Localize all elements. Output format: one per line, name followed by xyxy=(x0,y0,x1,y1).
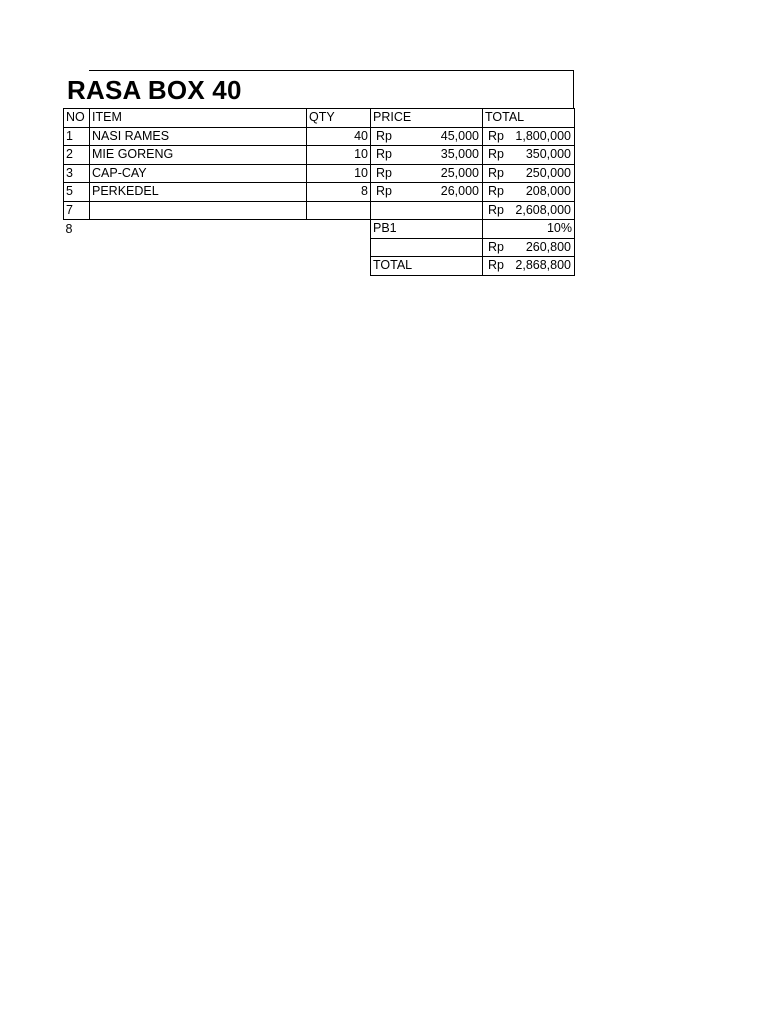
subtotal-currency: Rp xyxy=(488,202,504,217)
total-currency: Rp xyxy=(488,184,504,198)
row-total xyxy=(483,164,575,183)
row-item: NASI RAMES xyxy=(90,127,307,146)
table-row xyxy=(64,127,575,146)
price-currency: Rp xyxy=(376,128,392,143)
row-qty xyxy=(307,201,371,220)
total-amount: 350,000 xyxy=(525,147,571,161)
row-no: 8 xyxy=(65,221,73,236)
header-total: TOTAL xyxy=(483,109,575,128)
total-currency: Rp xyxy=(488,128,504,143)
header-price: PRICE xyxy=(371,109,483,128)
row-qty: 8 xyxy=(307,183,371,202)
tax-rate-row xyxy=(64,220,575,239)
total-amount: 208,000 xyxy=(525,184,571,198)
row-price xyxy=(371,146,483,165)
total-currency: Rp xyxy=(488,165,504,180)
grand-total-row xyxy=(64,257,575,276)
spreadsheet xyxy=(63,70,574,276)
total-currency: Rp xyxy=(488,147,504,161)
tax-label: PB1 xyxy=(371,220,483,239)
header-no: NO xyxy=(64,109,90,128)
total-amount: 250,000 xyxy=(525,165,571,180)
grand-total-amount: 2,868,800 xyxy=(515,258,571,272)
row-qty: 40 xyxy=(307,127,371,146)
grand-total-currency: Rp xyxy=(488,258,504,272)
order-table xyxy=(63,108,575,276)
total-amount: 1,800,000 xyxy=(515,128,571,143)
row-no: 5 xyxy=(64,183,90,202)
table-row xyxy=(64,164,575,183)
sheet-title: RASA BOX 40 xyxy=(67,75,242,105)
row-no: 1 xyxy=(64,127,90,146)
row-no: 2 xyxy=(64,146,90,165)
subtotal-row xyxy=(64,201,575,220)
row-total xyxy=(483,183,575,202)
subtotal-amount: 2,608,000 xyxy=(515,202,571,217)
price-amount: 26,000 xyxy=(440,184,479,198)
row-price xyxy=(371,164,483,183)
grand-total-label: TOTAL xyxy=(371,257,483,276)
header-item: ITEM xyxy=(90,109,307,128)
tax-currency: Rp xyxy=(488,239,504,254)
row-item: PERKEDEL xyxy=(90,183,307,202)
tax-amount: 260,800 xyxy=(525,239,571,254)
price-amount: 35,000 xyxy=(440,147,479,161)
row-total xyxy=(483,146,575,165)
price-amount: 25,000 xyxy=(440,165,479,180)
row-item xyxy=(90,201,307,220)
price-currency: Rp xyxy=(376,184,392,198)
row-price xyxy=(371,183,483,202)
price-currency: Rp xyxy=(376,147,392,161)
tax-amount-label-empty xyxy=(371,238,483,257)
row-total xyxy=(483,127,575,146)
tax-amount-cell xyxy=(483,238,575,257)
header-qty: QTY xyxy=(307,109,371,128)
price-amount: 45,000 xyxy=(440,128,479,143)
tax-rate: 10% xyxy=(483,220,575,239)
row-price xyxy=(371,127,483,146)
table-row xyxy=(64,146,575,165)
price-currency: Rp xyxy=(376,165,392,180)
table-row xyxy=(64,183,575,202)
row-item: MIE GORENG xyxy=(90,146,307,165)
subtotal-cell xyxy=(483,201,575,220)
row-no: 3 xyxy=(64,164,90,183)
header-row xyxy=(64,109,575,128)
row-no: 7 xyxy=(64,201,90,220)
grand-total-cell xyxy=(483,257,575,276)
title-row xyxy=(67,70,574,108)
row-qty: 10 xyxy=(307,146,371,165)
tax-amount-row xyxy=(64,238,575,257)
row-price-empty xyxy=(371,201,483,220)
row-qty: 10 xyxy=(307,164,371,183)
row-item: CAP-CAY xyxy=(90,164,307,183)
